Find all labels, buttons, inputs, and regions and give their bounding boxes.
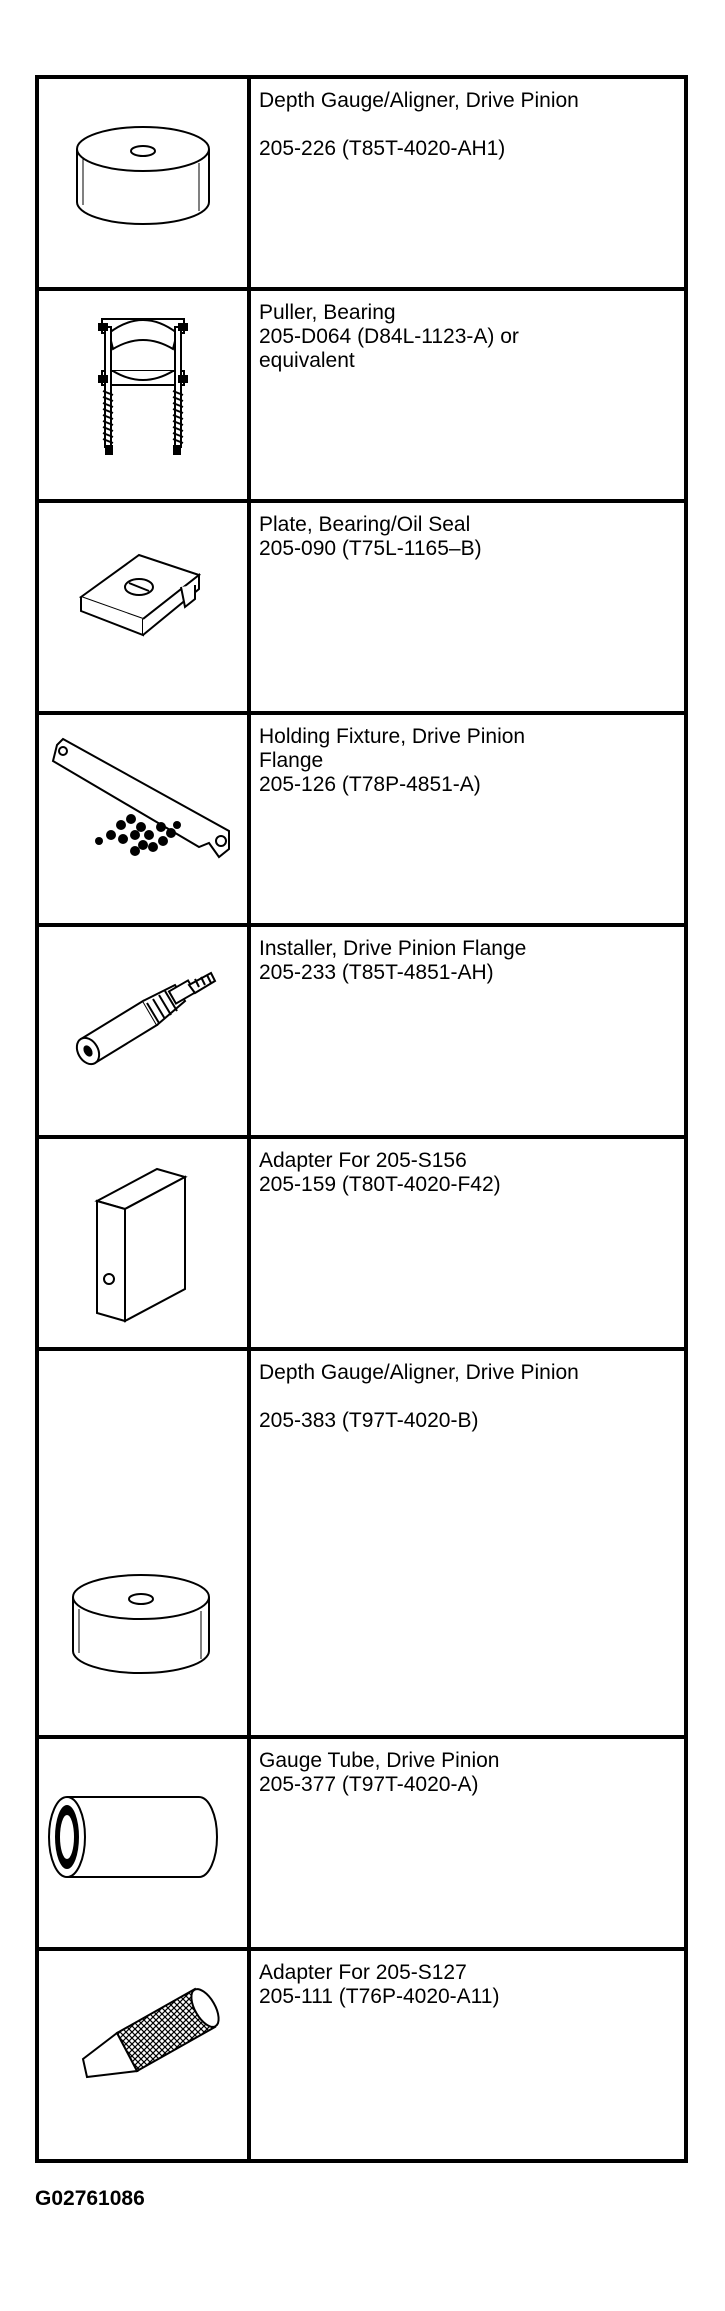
tool-row [37, 1349, 686, 1737]
tool-description-cell [249, 1949, 686, 2161]
plate-icon [39, 503, 247, 707]
tool-row [37, 501, 686, 713]
tool-row [37, 1737, 686, 1949]
tool-description-cell [249, 501, 686, 713]
tool-illustration-cell [37, 1949, 249, 2161]
tool-description: Depth Gauge/Aligner, Drive Pinion 205-226 (T85T-4020-AH1) [259, 89, 579, 160]
tool-description-cell [249, 925, 686, 1137]
tool-description: Plate, Bearing/Oil Seal 205-090 (T75L-1165–B) [259, 513, 482, 560]
holding-fixture-icon [39, 715, 247, 919]
special-tools-table [35, 75, 688, 2163]
tool-description: Installer, Drive Pinion Flange 205-233 (T85T-4851-AH) [259, 937, 527, 984]
tool-description-cell [249, 713, 686, 925]
tool-description: Adapter For 205-S127 205-111 (T76P-4020-A11) [259, 1961, 500, 2008]
tool-description-cell [249, 77, 686, 289]
tool-illustration-cell [37, 289, 249, 501]
tool-illustration-cell [37, 1349, 249, 1737]
tool-row [37, 289, 686, 501]
tool-row [37, 713, 686, 925]
gauge-tube-icon [39, 1739, 247, 1943]
tool-illustration-cell [37, 1737, 249, 1949]
tool-illustration-cell [37, 501, 249, 713]
tool-illustration-cell [37, 713, 249, 925]
tool-illustration-cell [37, 1137, 249, 1349]
bearing-puller-icon [39, 291, 247, 495]
tool-illustration-cell [37, 925, 249, 1137]
tool-description: Holding Fixture, Drive Pinion Flange 205-126 (T78P-4851-A) [259, 725, 526, 796]
tool-row [37, 1137, 686, 1349]
tool-illustration-cell [37, 77, 249, 289]
tool-description: Gauge Tube, Drive Pinion 205-377 (T97T-4020-A) [259, 1749, 500, 1796]
tool-description: Adapter For 205-S156 205-159 (T80T-4020-F42) [259, 1149, 501, 1196]
tool-description-cell [249, 1349, 686, 1737]
figure-id: G02761086 [35, 2187, 145, 2210]
tool-description-cell [249, 1137, 686, 1349]
adapter-block-icon [39, 1139, 247, 1343]
tool-row [37, 1949, 686, 2161]
depth-gauge-aligner-icon [39, 1351, 247, 1731]
tool-description-cell [249, 289, 686, 501]
tool-description: Depth Gauge/Aligner, Drive Pinion 205-383 (T97T-4020-B) [259, 1361, 579, 1432]
tool-row [37, 925, 686, 1137]
tool-description: Puller, Bearing 205-D064 (D84L-1123-A) or equivalent [259, 301, 519, 372]
knurled-adapter-icon [39, 1951, 247, 2155]
tool-row [37, 77, 686, 289]
installer-icon [39, 927, 247, 1131]
tool-description-cell [249, 1737, 686, 1949]
depth-gauge-aligner-icon [39, 79, 247, 283]
